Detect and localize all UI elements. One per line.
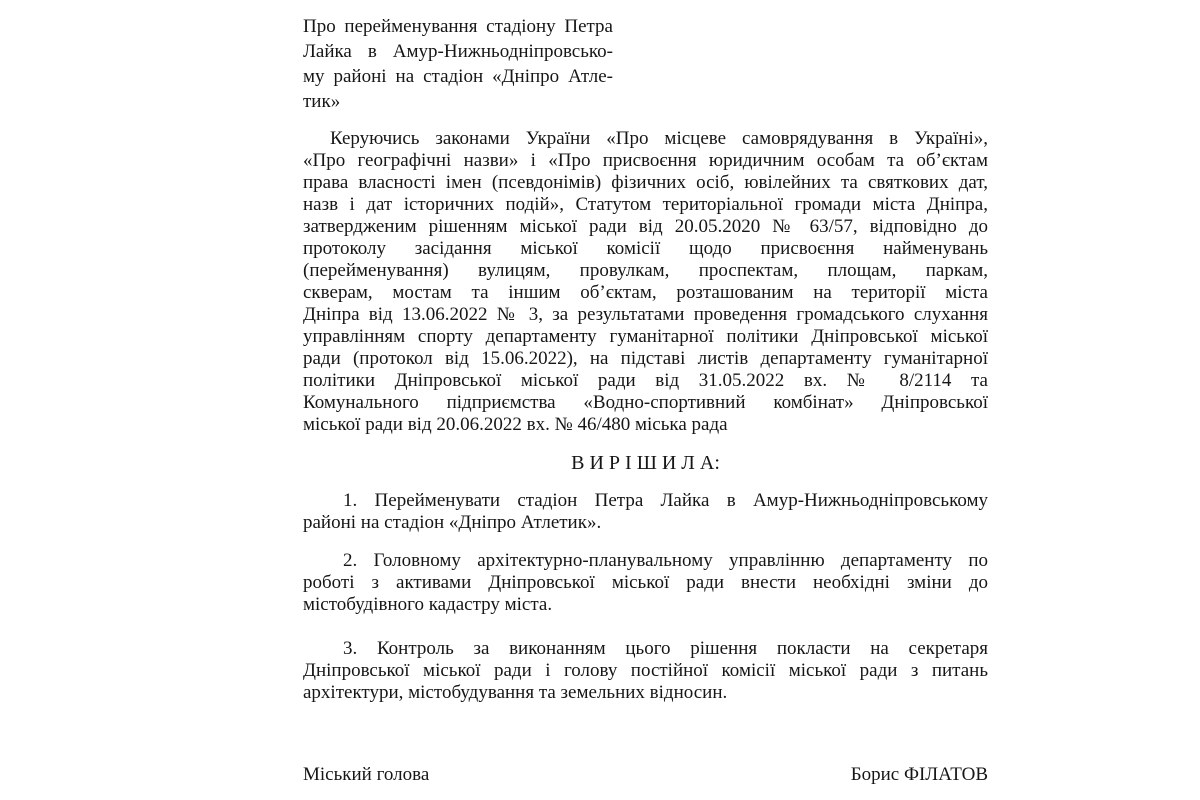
text-line: управлінням спорту департаменту гуманітарної політики Дніпровської міської: [303, 326, 988, 347]
text-line: 2. Головному архітектурно-планувальному управлінню департаменту по: [343, 550, 988, 571]
text-line: тик»: [303, 91, 341, 112]
resolution-item-2: [303, 550, 988, 616]
text-line: Керуючись законами України «Про місцеве самоврядування в Україні»,: [330, 128, 988, 149]
text-line: му районі на стадіон «Дніпро Атле-: [303, 66, 613, 87]
text-line: Про перейменування стадіону Петра: [303, 16, 613, 37]
text-line: назв і дат історичних подій», Статутом територіальної громади міста Дніпра,: [303, 194, 988, 215]
signer-name: Борис ФІЛАТОВ: [850, 764, 988, 785]
signature-row: [303, 764, 988, 786]
preamble-paragraph: [303, 128, 988, 436]
text-line: (перейменування) вулицям, провулкам, проспектам, площам, паркам,: [303, 260, 988, 281]
text-line: ради (протокол від 15.06.2022), на підставі листів департаменту гуманітарної: [303, 348, 988, 369]
signer-position: Міський голова: [303, 764, 430, 785]
text-line: районі на стадіон «Дніпро Атлетик».: [303, 512, 602, 533]
text-line: протоколу засідання міської комісії щодо присвоєння найменувань: [303, 238, 988, 259]
text-line: міської ради від 20.06.2022 вх. № 46/480 міська рада: [303, 414, 728, 435]
text-line: 1. Перейменувати стадіон Петра Лайка в Амур-Нижньодніпровському: [343, 490, 988, 511]
text-line: роботі з активами Дніпровської міської ради внести необхідні зміни до: [303, 572, 988, 593]
text-line: 3. Контроль за виконанням цього рішення покласти на секретаря: [343, 638, 988, 659]
text-line: права власності імен (псевдонімів) фізичних осіб, ювілейних та святкових дат,: [303, 172, 988, 193]
text-line: містобудівного кадастру міста.: [303, 594, 553, 615]
text-line: Лайка в Амур-Нижньодніпровсько-: [303, 41, 613, 62]
document-body: [303, 0, 988, 786]
document-title-block: [303, 14, 613, 114]
text-line: архітектури, містобудування та земельних відносин.: [303, 682, 728, 703]
text-line: «Про географічні назви» і «Про присвоєння юридичним особам та об’єктам: [303, 150, 988, 171]
resolution-heading: В И Р І Ш И Л А:: [571, 452, 720, 474]
resolution-item-3: [303, 638, 988, 704]
text-line: затвердженим рішенням міської ради від 20.05.2020 № 63/57, відповідно до: [303, 216, 988, 237]
text-line: скверам, мостам та іншим об’єктам, розташованим на території міста: [303, 282, 988, 303]
resolution-item-1: [303, 490, 988, 534]
text-line: Дніпра від 13.06.2022 № 3, за результатами проведення громадського слухання: [303, 304, 988, 325]
text-line: політики Дніпровської міської ради від 31.05.2022 вх. № 8/2114 та: [303, 370, 988, 391]
text-line: Дніпровської міської ради і голову постійної комісії міської ради з питань: [303, 660, 988, 681]
text-line: Комунального підприємства «Водно-спортивний комбінат» Дніпровської: [303, 392, 988, 413]
